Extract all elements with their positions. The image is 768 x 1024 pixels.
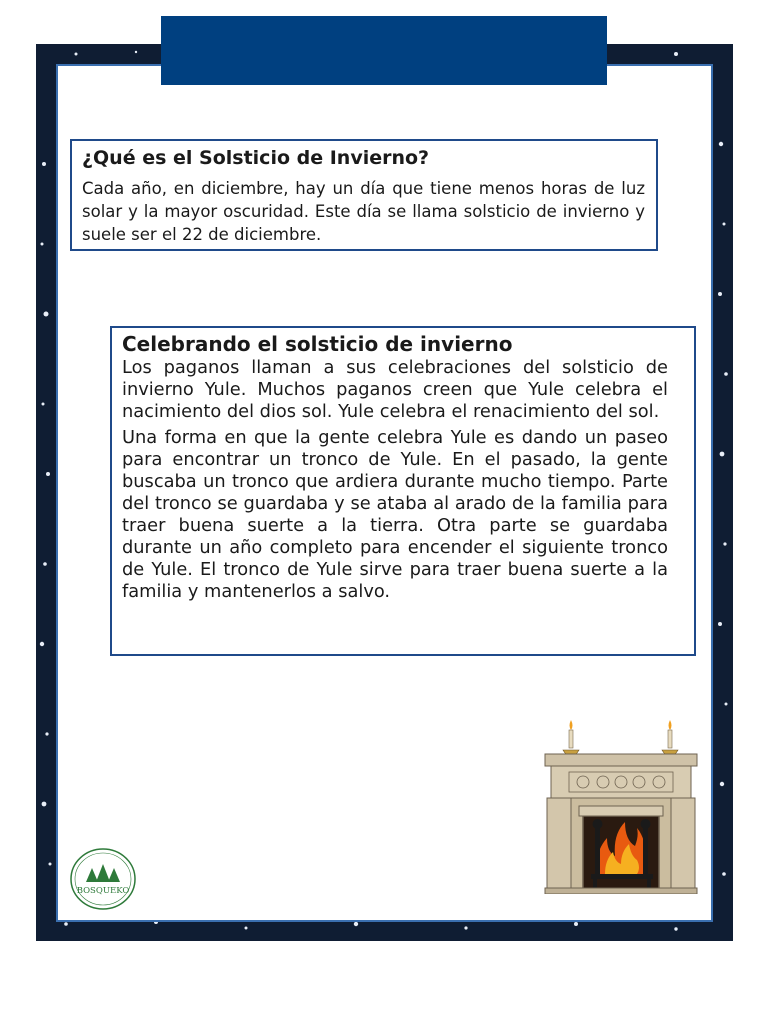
candle-icon (662, 720, 678, 756)
celebration-box (110, 326, 696, 656)
school-logo (70, 848, 136, 910)
section-title: Celebrando el solsticio de invierno (122, 332, 513, 356)
solstice-definition-box (70, 139, 658, 251)
paragraph: Una forma en que la gente celebra Yule es dando un paseo para encontrar un tronco de Yule. En el pasado, la gente buscaba un tronco que ardiera durante mucho tiempo. Parte del tronco se guardaba y se ataba al arado de la familia para traer buena suerte a la tierra. Otra parte se guardaba durante un año completo para encender el siguiente tronco de Yule. El tronco de Yule sirve para traer buena suerte a la familia y mantenerlos a salvo. (122, 427, 668, 602)
candle-icon (563, 720, 579, 756)
fireplace-illustration (543, 716, 699, 894)
section-title: ¿Qué es el Solsticio de Invierno? (82, 147, 430, 169)
paragraph: Los paganos llaman a sus celebraciones del solsticio de invierno Yule. Muchos paganos creen que Yule celebra el nacimiento del dios sol. Yule celebra el renacimiento del sol. (122, 357, 668, 422)
header-banner (161, 16, 607, 85)
logo-text: BOSQUEKO (76, 886, 130, 896)
section-body: Cada año, en diciembre, hay un día que tiene menos horas de luz solar y la mayor oscuridad. Este día se llama solsticio de invierno y suele ser el 22 de diciembre. (82, 179, 645, 244)
